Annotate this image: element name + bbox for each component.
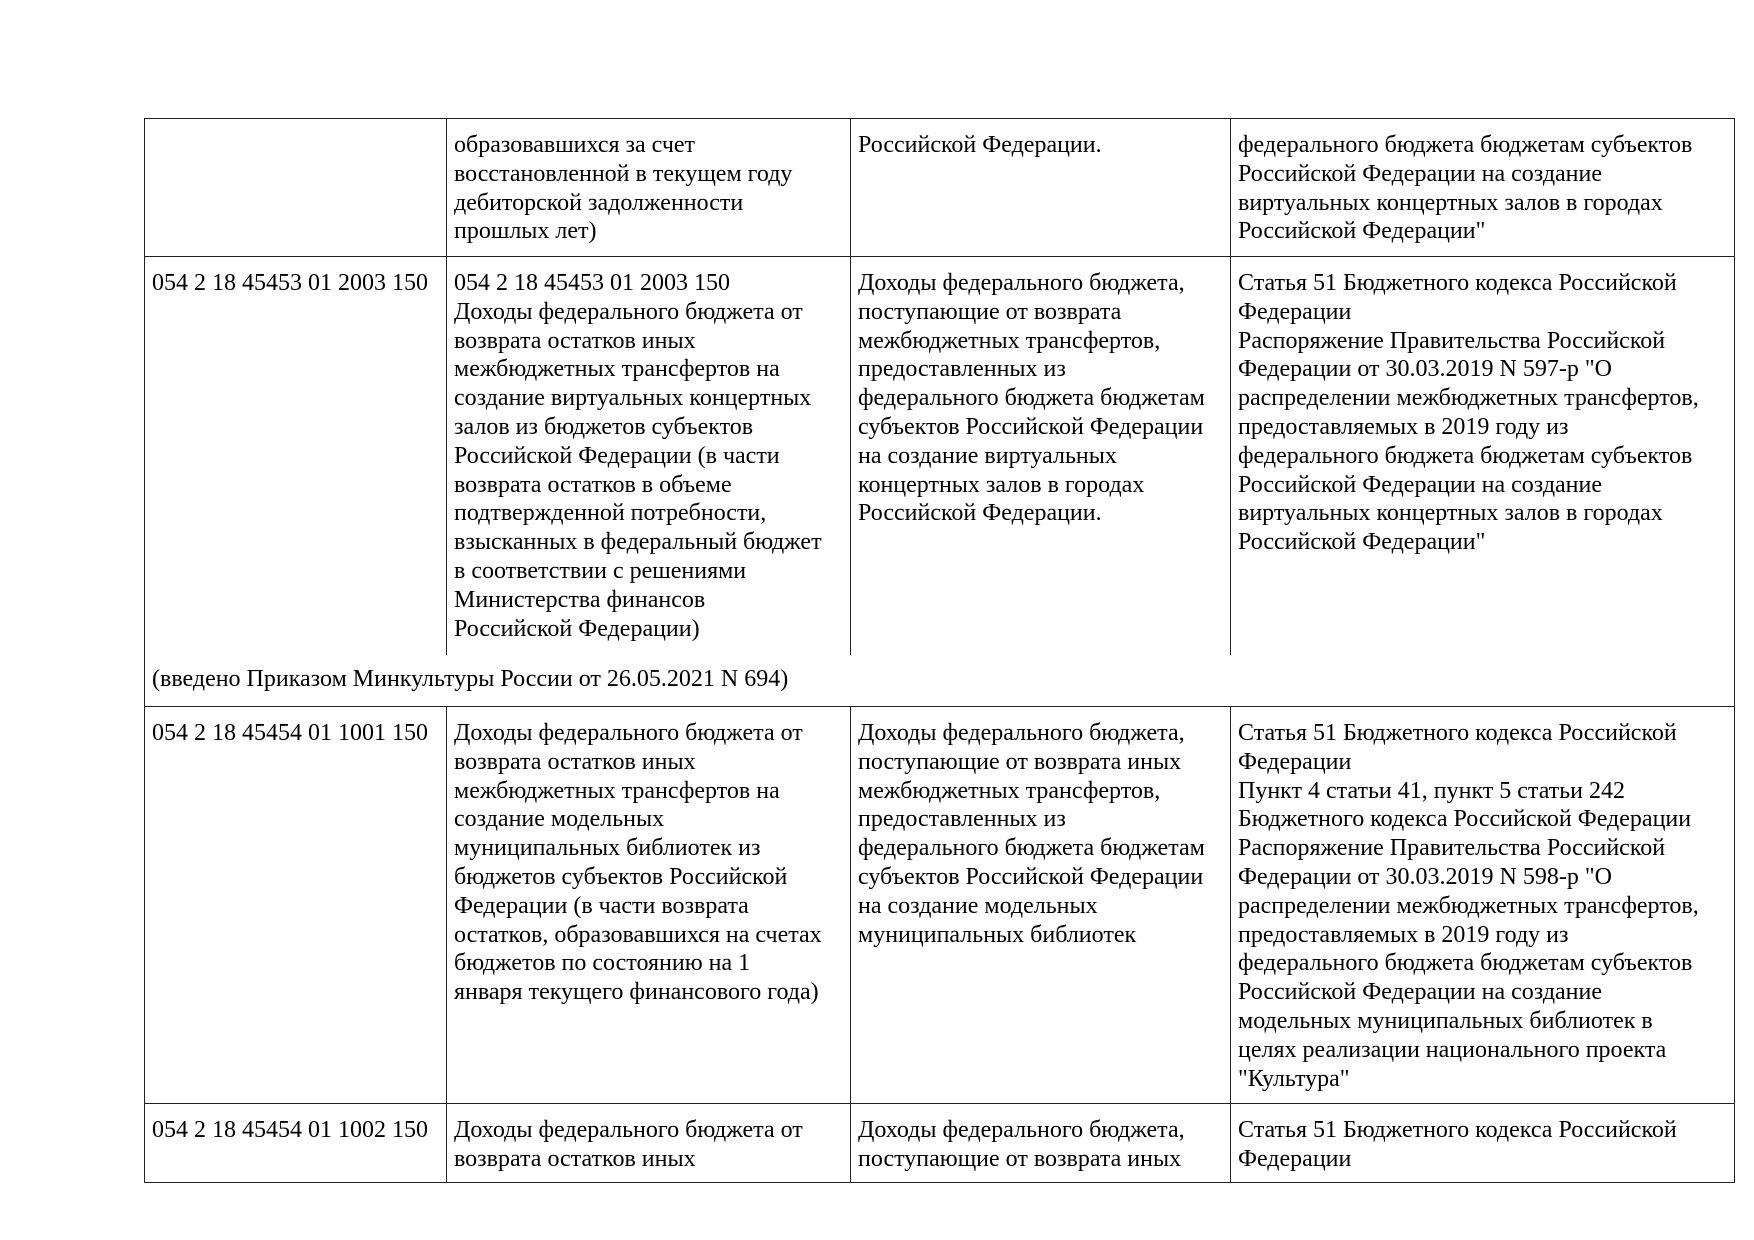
name-cell: 054 2 18 45453 01 2003 150 Доходы федерального бюджета от возврата остатков иных межбюджетных трансфертов на создание виртуальных концертных залов из бюджетов субъектов Российской Федерации (в части возврата остатков в объеме подтвержденной потребности, взысканных в федеральный бюджет в соответствии с решениями Министерства финансов Российской Федерации) <box>447 257 851 655</box>
description-cell: Доходы федерального бюджета, поступающие от возврата иных <box>851 1104 1231 1183</box>
table-row <box>145 257 1735 655</box>
description-cell: Доходы федерального бюджета, поступающие от возврата иных межбюджетных трансфертов, предоставленных из федерального бюджета бюджетам субъектов Российской Федерации на создание модельных муниципальных библиотек <box>851 707 1231 1104</box>
name-cell: Доходы федерального бюджета от возврата остатков иных <box>447 1104 851 1183</box>
basis-cell: федерального бюджета бюджетам субъектов Российской Федерации на создание виртуальных концертных залов в городах Российской Федерации" <box>1231 119 1735 257</box>
name-cell: Доходы федерального бюджета от возврата остатков иных межбюджетных трансфертов на создание модельных муниципальных библиотек из бюджетов субъектов Российской Федерации (в части возврата остатков, образовавшихся на счетах бюджетов по состоянию на 1 января текущего финансового года) <box>447 707 851 1104</box>
basis-cell: Статья 51 Бюджетного кодекса Российской Федерации <box>1231 1104 1735 1183</box>
description-cell: Российской Федерации. <box>851 119 1231 257</box>
table-row <box>145 707 1735 1104</box>
name-cell: образовавшихся за счет восстановленной в текущем году дебиторской задолженности прошлых лет) <box>447 119 851 257</box>
basis-cell: Статья 51 Бюджетного кодекса Российской Федерации Распоряжение Правительства Российской Федерации от 30.03.2019 N 597-р "О распределении межбюджетных трансфертов, предоставляемых в 2019 году из федерального бюджета бюджетам субъектов Российской Федерации на создание виртуальных концертных залов в городах Российской Федерации" <box>1231 257 1735 655</box>
basis-cell: Статья 51 Бюджетного кодекса Российской Федерации Пункт 4 статьи 41, пункт 5 статьи 242 Бюджетного кодекса Российской Федерации Распоряжение Правительства Российской Федерации от 30.03.2019 N 598-р "О распределении межбюджетных трансфертов, предоставляемых в 2019 году из федерального бюджета бюджетам субъектов Российской Федерации на создание модельных муниципальных библиотек в целях реализации национального проекта "Культура" <box>1231 707 1735 1104</box>
code-cell <box>145 119 447 257</box>
table-row <box>145 1104 1735 1183</box>
code-cell: 054 2 18 45454 01 1002 150 <box>145 1104 447 1183</box>
code-cell: 054 2 18 45453 01 2003 150 <box>145 257 447 655</box>
code-cell: 054 2 18 45454 01 1001 150 <box>145 707 447 1104</box>
amendment-note: (введено Приказом Минкультуры России от 26.05.2021 N 694) <box>145 655 1735 707</box>
budget-codes-table <box>144 118 1735 1183</box>
note-row <box>145 655 1735 707</box>
table-row <box>145 119 1735 257</box>
description-cell: Доходы федерального бюджета, поступающие от возврата межбюджетных трансфертов, предоставленных из федерального бюджета бюджетам субъектов Российской Федерации на создание виртуальных концертных залов в городах Российской Федерации. <box>851 257 1231 655</box>
